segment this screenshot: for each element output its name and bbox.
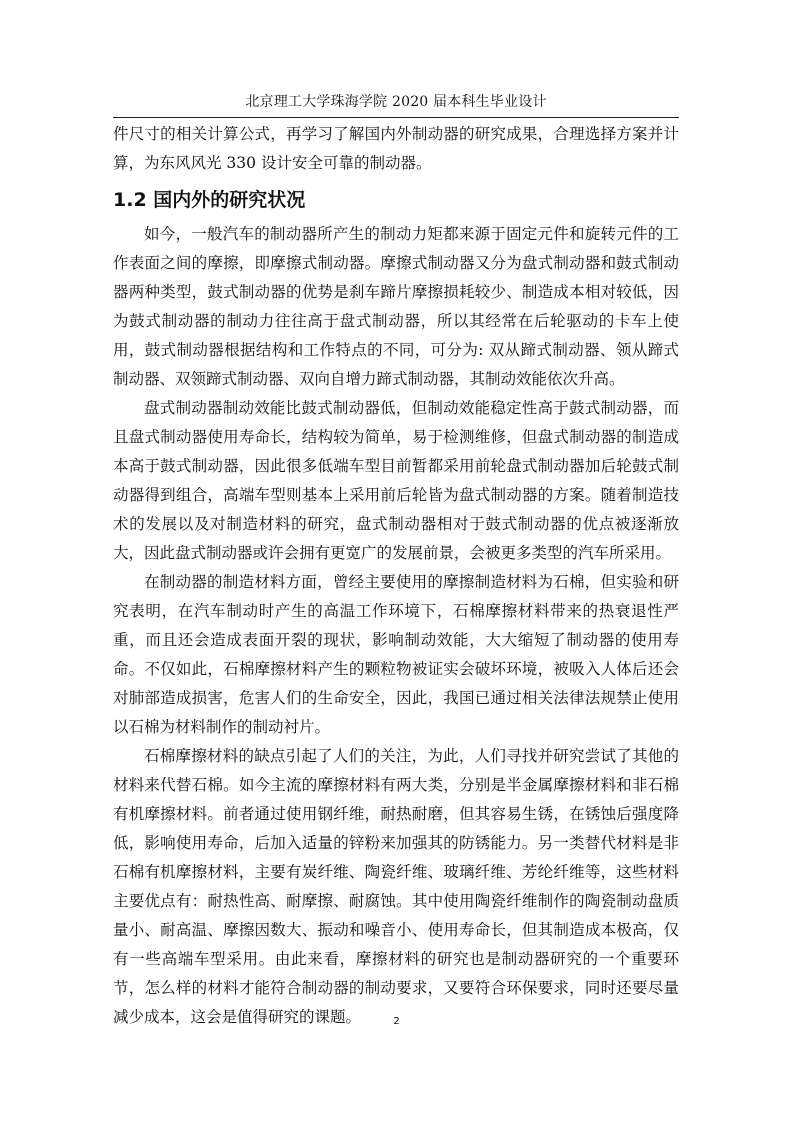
body-paragraph-1: 如今，一般汽车的制动器所产生的制动力矩都来源于固定元件和旋转元件的工作表面之间的摩擦，即摩擦式制动器。摩擦式制动器又分为盘式制动器和鼓式制动器两种类型，鼓式制动器的优势是刹车蹄片摩擦损耗较少、制造成本相对较低，因为鼓式制动器的制动力往往高于盘式制动器，所以其经常在后轮驱动的卡车上使用，鼓式制动器根据结构和工作特点的不同，可分为: 双从蹄式制动器、领从蹄式制动器、双领蹄式制动器、双向自增力蹄式制动器，其制动效能依次升高。 bbox=[113, 225, 679, 388]
running-header: 北京理工大学珠海学院 2020 届本科生毕业设计 bbox=[245, 94, 547, 110]
section-heading: 1.2 国内外的研究状况 bbox=[113, 189, 306, 211]
page-number: 2 bbox=[393, 1016, 400, 1027]
header-divider bbox=[113, 117, 679, 118]
intro-continuation-paragraph: 件尺寸的相关计算公式，再学习了解国内外制动器的研究成果，合理选择方案并计算，为东风风光 330 设计安全可靠的制动器。 bbox=[113, 125, 679, 172]
body-paragraph-2: 盘式制动器制动效能比鼓式制动器低，但制动效能稳定性高于鼓式制动器，而且盘式制动器使用寿命长，结构较为简单，易于检测维修，但盘式制动器的制造成本高于鼓式制动器，因此很多低端车型目前暂都采用前轮盘式制动器加后轮鼓式制动器得到组合，高端车型则基本上采用前后轮皆为盘式制动器的方案。随着制造技术的发展以及对制造材料的研究，盘式制动器相对于鼓式制动器的优点被逐渐放大，因此盘式制动器或许会拥有更宽广的发展前景，会被更多类型的汽车所采用。 bbox=[113, 399, 679, 562]
page-body bbox=[113, 120, 679, 1032]
body-paragraph-4: 石棉摩擦材料的缺点引起了人们的关注，为此，人们寻找并研究尝试了其他的材料来代替石棉。如今主流的摩擦材料有两大类，分别是半金属摩擦材料和非石棉有机摩擦材料。前者通过使用钢纤维，耐热耐磨，但其容易生锈，在锈蚀后强度降低，影响使用寿命，后加入适量的锌粉来加强其的防锈能力。另一类替代材料是非石棉有机摩擦材料，主要有炭纤维、陶瓷纤维、玻璃纤维、芳纶纤维等，这些材料主要优点有：耐热性高、耐摩擦、耐腐蚀。其中使用陶瓷纤维制作的陶瓷制动盘质量小、耐高温、摩擦因数大、振动和噪音小、使用寿命长，但其制造成本极高，仅有一些高端车型采用。由此来看，摩擦材料的研究也是制动器研究的一个重要环节，怎么样的材料才能符合制动器的制动要求，又要符合环保要求，同时还要尽量减少成本，这会是值得研究的课题。 bbox=[113, 747, 679, 1026]
body-paragraph-3: 在制动器的制造材料方面，曾经主要使用的摩擦制造材料为石棉，但实验和研究表明，在汽车制动时产生的高温工作环境下，石棉摩擦材料带来的热衰退性严重，而且还会造成表面开裂的现状，影响制动效能，大大缩短了制动器的使用寿命。不仅如此，石棉摩擦材料产生的颗粒物被证实会破坏环境，被吸入人体后还会对肺部造成损害，危害人们的生命安全，因此，我国已通过相关法律法规禁止使用以石棉为材料制作的制动衬片。 bbox=[113, 573, 679, 736]
